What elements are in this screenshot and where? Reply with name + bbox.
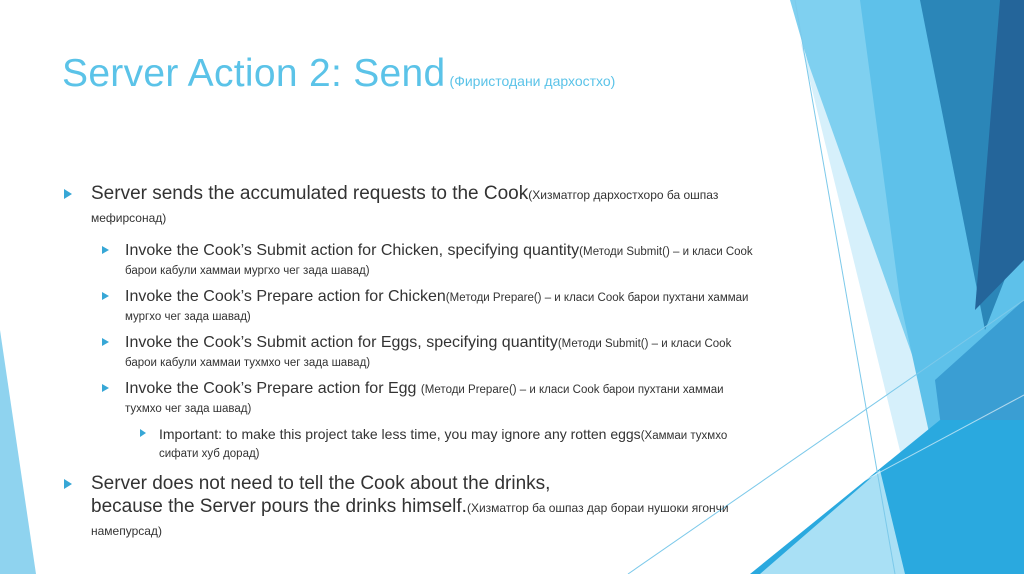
bullet-note: (Хизматгор ба ошпаз дар бораи нушоки ягончи намепурсад): [91, 501, 729, 538]
bullet-item-level3: [62, 426, 762, 462]
bullet-note: (Методи Prepare() – и класи Cook барои пухтани хаммаи тухмхо чег зада шавад): [125, 384, 724, 415]
bullet-item-level1: [62, 182, 762, 228]
bullet-arrow-icon: [64, 189, 72, 199]
bullet-text: Server sends the accumulated requests to the Cook: [91, 183, 529, 204]
bullet-item-level2: [62, 380, 762, 418]
bullet-text: Invoke the Cook’s Submit action for Chicken, specifying quantity: [125, 242, 580, 259]
bullet-note: (Методи Submit() – и класи Cook барои кабули хаммаи тухмхо чег зада шавад): [125, 338, 732, 369]
bullet-text: Important: to make this project take less time, you may ignore any rotten eggs: [159, 426, 641, 442]
bullet-text: Invoke the Cook’s Submit action for Eggs, specifying quantity: [125, 334, 558, 351]
bullet-arrow-icon: [64, 479, 72, 489]
bullet-item-level2: [62, 288, 762, 326]
bullet-item-level2: [62, 334, 762, 372]
bullet-text: Invoke the Cook’s Prepare action for Chicken: [125, 288, 446, 305]
bullet-arrow-icon: [102, 338, 109, 346]
bullet-arrow-icon: [102, 384, 109, 392]
lower-pale-wedge: [760, 470, 905, 574]
title-main: Server Action 2: Send: [62, 52, 446, 95]
bullet-note: (Хизматгор дархостхоро ба ошпаз мефирсонад): [91, 188, 719, 225]
bullet-item-level1: [62, 472, 762, 541]
bullet-arrow-icon: [140, 429, 146, 437]
left-edge-shape: [0, 330, 36, 574]
title-subtitle: (Фиристодани дархостхо): [449, 73, 616, 89]
bullet-note: (Методи Prepare() – и класи Cook барои пухтани хаммаи мургхо чег зада шавад): [125, 292, 749, 323]
bullet-item-level2: [62, 242, 762, 280]
bullet-arrow-icon: [102, 246, 109, 254]
bullet-list: [62, 182, 762, 555]
bullet-text-line1: Server does not need to tell the Cook about the drinks,: [91, 473, 551, 494]
bullet-text-line2: because the Server pours the drinks himself.: [91, 496, 467, 517]
slide-title: [62, 52, 762, 96]
bullet-note: (Хаммаи тухмхо сифати хуб дорад): [159, 430, 728, 460]
bullet-note: (Методи Submit() – и класи Cook барои кабули хаммаи мургхо чег зада шавад): [125, 246, 753, 277]
bullet-text: Invoke the Cook’s Prepare action for Egg: [125, 380, 421, 397]
bullet-arrow-icon: [102, 292, 109, 300]
